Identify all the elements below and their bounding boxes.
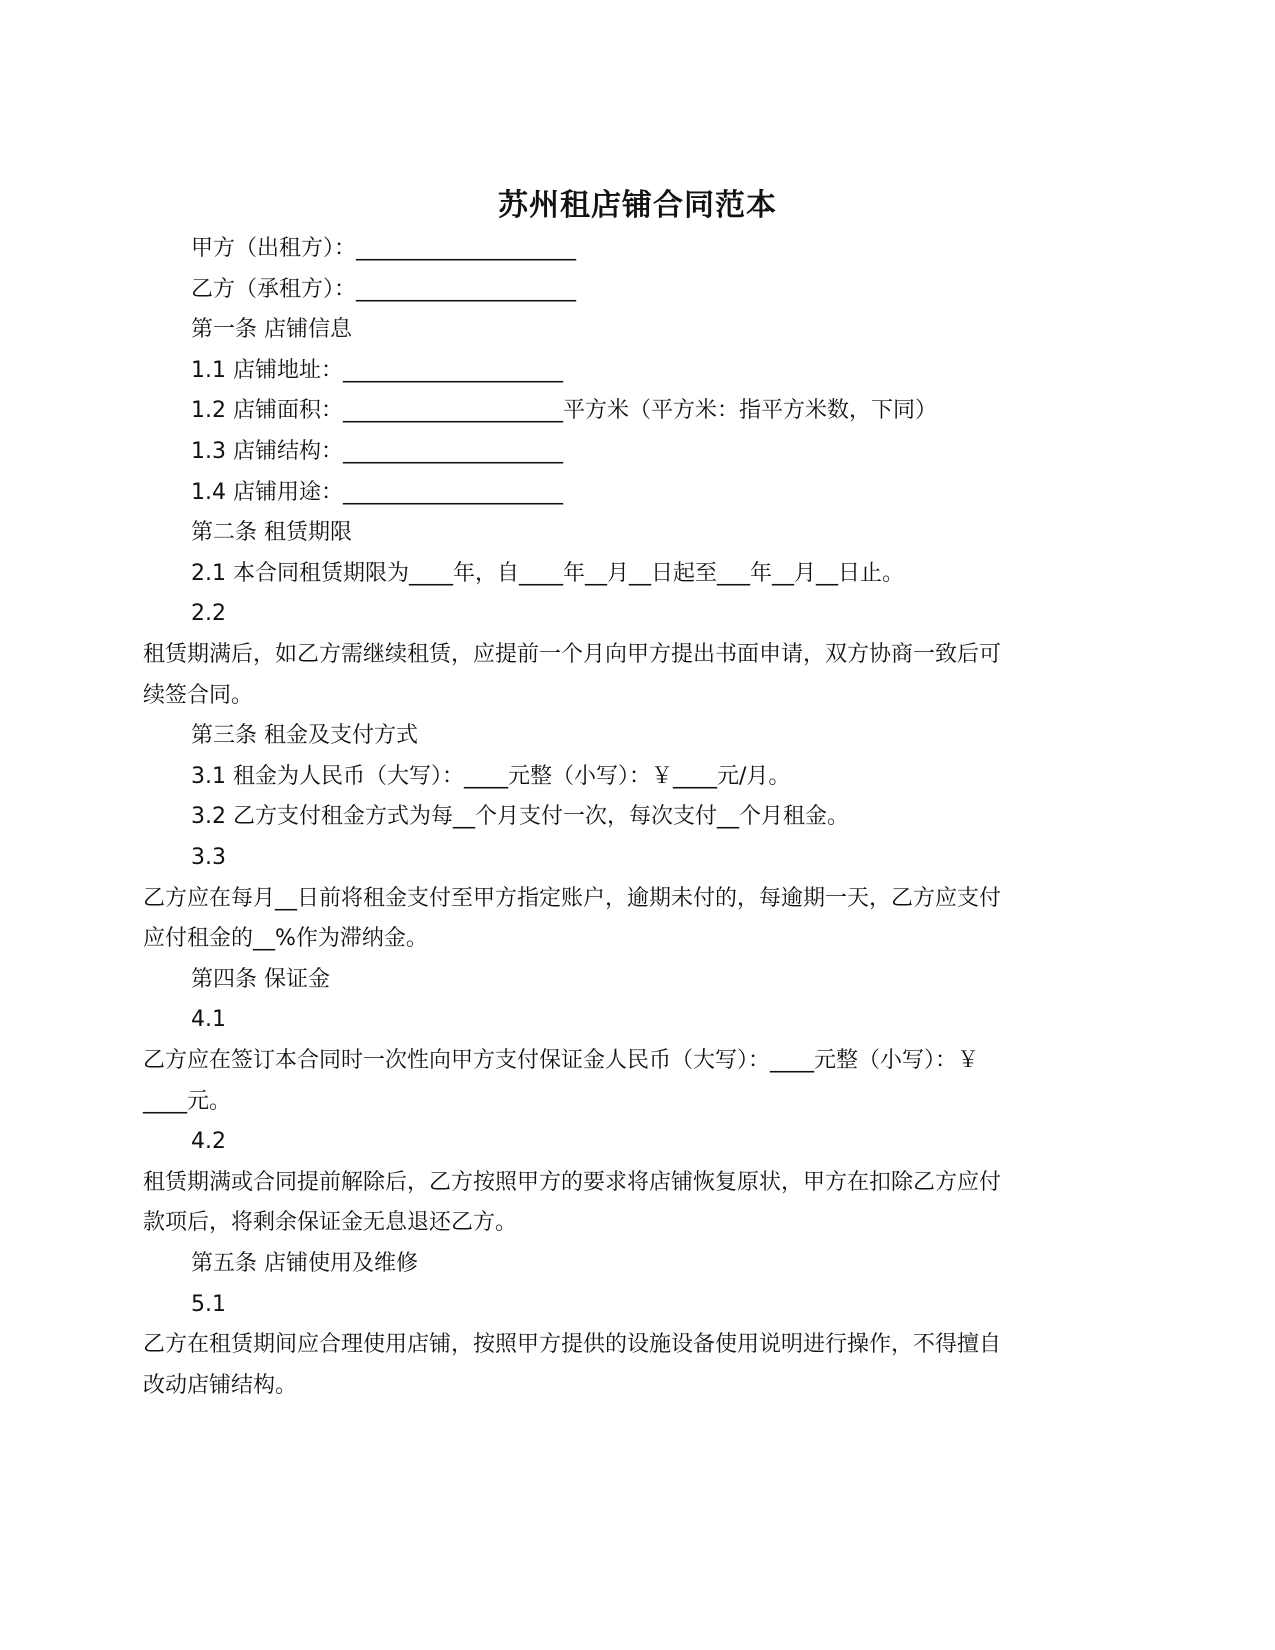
clause-line: 3.2 乙方支付租金方式为每__个月支付一次，每次支付__个月租金。 bbox=[191, 804, 849, 829]
body-text-line: ____元。 bbox=[143, 1089, 232, 1114]
body-text-line: 乙方应在签订本合同时一次性向甲方支付保证金人民币（大写）：____元整（小写）：￥ bbox=[143, 1048, 980, 1073]
clause-line: 第三条 租金及支付方式 bbox=[191, 723, 418, 748]
body-text-line: 乙方应在每月__日前将租金支付至甲方指定账户，逾期未付的，每逾期一天，乙方应支付 bbox=[143, 886, 1002, 911]
body-text-line: 应付租金的__%作为滞纳金。 bbox=[143, 926, 428, 951]
clause-line: 3.3 bbox=[191, 845, 226, 870]
clause-line: 5.1 bbox=[191, 1292, 226, 1317]
clause-line: 1.3 店铺结构：____________________ bbox=[191, 439, 563, 464]
clause-line: 2.2 bbox=[191, 601, 226, 626]
body-text-line: 续签合同。 bbox=[143, 683, 254, 708]
clause-line: 第一条 店铺信息 bbox=[191, 317, 352, 342]
clause-line: 1.4 店铺用途：____________________ bbox=[191, 480, 563, 505]
clause-line: 1.1 店铺地址：____________________ bbox=[191, 358, 563, 383]
clause-line: 1.2 店铺面积：____________________平方米（平方米：指平方米数，下同） bbox=[191, 398, 937, 423]
clause-line: 3.1 租金为人民币（大写）：____元整（小写）：￥____元/月。 bbox=[191, 764, 791, 789]
clause-line: 2.1 本合同租赁期限为____年，自____年__月__日起至___年__月__日止。 bbox=[191, 561, 904, 586]
body-text-line: 款项后，将剩余保证金无息退还乙方。 bbox=[143, 1210, 518, 1235]
clause-line: 第五条 店铺使用及维修 bbox=[191, 1251, 418, 1276]
body-text-line: 租赁期满后，如乙方需继续租赁，应提前一个月向甲方提出书面申请，双方协商一致后可 bbox=[143, 642, 1002, 667]
clause-line: 甲方（出租方）：____________________ bbox=[191, 236, 577, 261]
body-text-line: 改动店铺结构。 bbox=[143, 1373, 298, 1398]
clause-line: 4.2 bbox=[191, 1129, 226, 1154]
body-text-line: 租赁期满或合同提前解除后，乙方按照甲方的要求将店铺恢复原状，甲方在扣除乙方应付 bbox=[143, 1170, 1002, 1195]
clause-line: 4.1 bbox=[191, 1007, 226, 1032]
document-title: 苏州租店铺合同范本 bbox=[498, 188, 777, 223]
clause-line: 第二条 租赁期限 bbox=[191, 520, 352, 545]
clause-line: 乙方（承租方）：____________________ bbox=[191, 277, 577, 302]
clause-line: 第四条 保证金 bbox=[191, 967, 330, 992]
body-text-line: 乙方在租赁期间应合理使用店铺，按照甲方提供的设施设备使用说明进行操作，不得擅自 bbox=[143, 1332, 1002, 1357]
